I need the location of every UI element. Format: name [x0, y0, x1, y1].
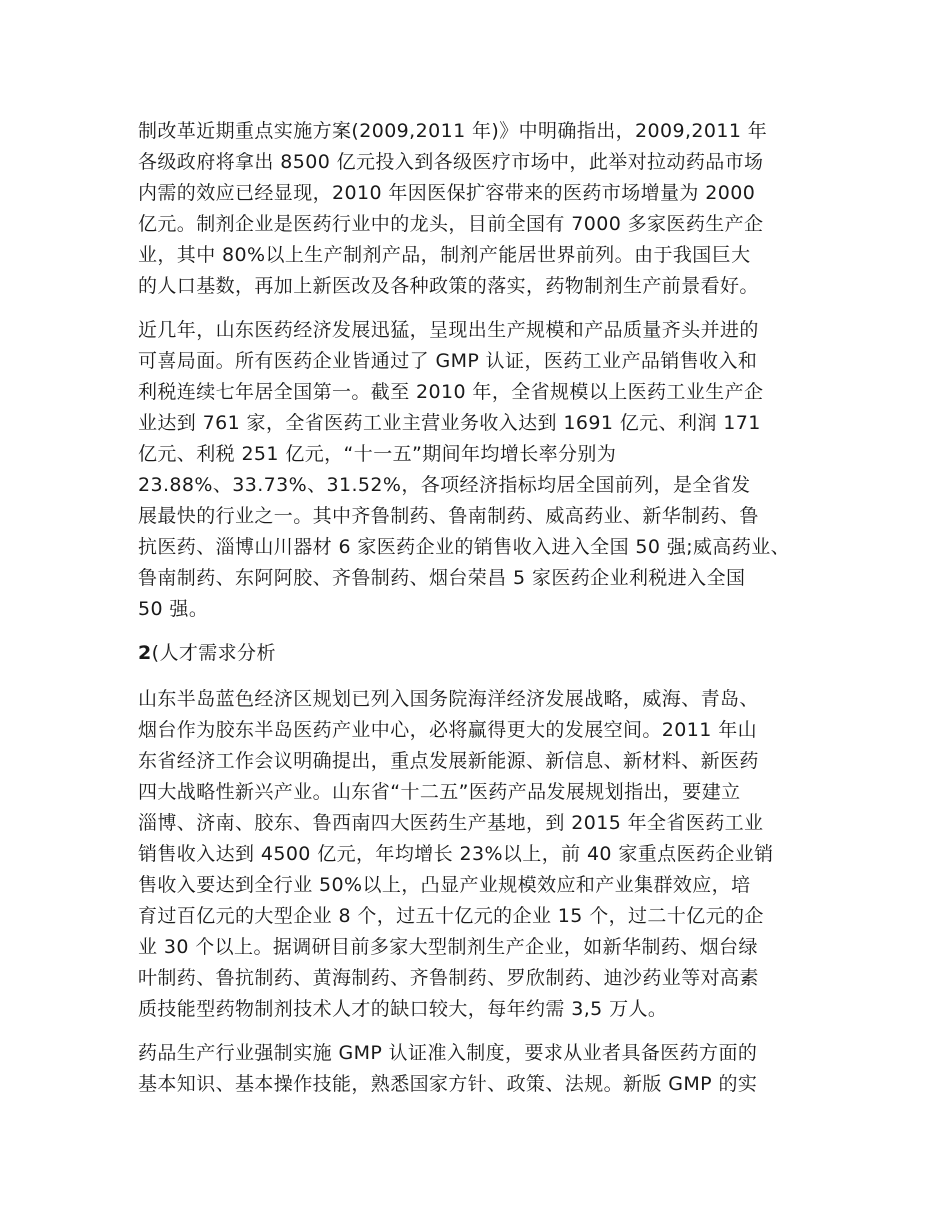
text-line: 23.88%、33.73%、31.52%，各项经济指标均居全国前列，是全省发 — [138, 474, 751, 496]
text-line: 药品生产行业强制实施 GMP 认证准入制度，要求从业者具备医药方面的 — [138, 1042, 758, 1064]
paragraph-gmp-certification — [138, 1038, 828, 1100]
text-line: 鲁南制药、东阿阿胶、齐鲁制药、烟台荣昌 5 家医药企业利税进入全国 — [138, 567, 746, 589]
text-line: 各级政府将拿出 8500 亿元投入到各级医疗市场中，此举对拉动药品市场 — [138, 151, 764, 173]
text-line: 内需的效应已经显现，2010 年因医保扩容带来的医药市场增量为 2000 — [138, 182, 756, 204]
text-line: 展最快的行业之一。其中齐鲁制药、鲁南制药、威高药业、新华制药、鲁 — [138, 505, 759, 527]
section-heading — [138, 638, 828, 669]
text-line: 业达到 761 家，全省医药工业主营业务收入达到 1691 亿元、利润 171 — [138, 412, 761, 434]
text-line: 基本知识、基本操作技能，熟悉国家方针、政策、法规。新版 GMP 的实 — [138, 1073, 758, 1095]
text-line: 利税连续七年居全国第一。截至 2010 年，全省规模以上医药工业生产企 — [138, 381, 764, 403]
text-line: 质技能型药物制剂技术人才的缺口较大，每年约需 3,5 万人。 — [138, 998, 668, 1020]
text-line: 业 30 个以上。据调研目前多家大型制剂生产企业，如新华制药、烟台绿 — [138, 936, 758, 958]
paragraph-shandong-pharma-economy — [138, 315, 828, 625]
text-line: 亿元。制剂企业是医药行业中的龙头，目前全国有 7000 多家医药生产企 — [138, 213, 764, 235]
text-line: 可喜局面。所有医药企业皆通过了 GMP 认证，医药工业产品销售收入和 — [138, 350, 758, 372]
text-line: 售收入要达到全行业 50%以上，凸显产业规模效应和产业集群效应，培 — [138, 874, 751, 896]
text-line: 四大战略性新兴产业。山东省“十二五”医药产品发展规划指出，要建立 — [138, 781, 741, 803]
text-line: 抗医药、淄博山川器材 6 家医药企业的销售收入进入全国 50 强;威高药业、 — [138, 536, 791, 558]
text-line: 叶制药、鲁抗制药、黄海制药、齐鲁制药、罗欣制药、迪沙药业等对高素 — [138, 967, 759, 989]
text-line: 的人口基数，再加上新医改及各种政策的落实，药物制剂生产前景看好。 — [138, 275, 759, 297]
paragraph-talent-demand — [138, 684, 828, 1025]
text-line: 销售收入达到 4500 亿元，年均增长 23%以上，前 40 家重点医药企业销 — [138, 843, 774, 865]
document-body — [138, 116, 828, 1113]
text-line: 制改革近期重点实施方案(2009,2011 年)》中明确指出，2009,2011 年 — [138, 120, 768, 142]
text-line: 山东半岛蓝色经济区规划已列入国务院海洋经济发展战略，威海、青岛、 — [138, 688, 759, 710]
section-number: 2 — [138, 642, 152, 664]
text-line: 亿元、利税 251 亿元，“十一五”期间年均增长率分别为 — [138, 443, 617, 465]
text-line: 育过百亿元的大型企业 8 个，过五十亿元的企业 15 个，过二十亿元的企 — [138, 905, 764, 927]
text-line: 淄博、济南、胶东、鲁西南四大医药生产基地，到 2015 年全省医药工业 — [138, 812, 764, 834]
section-title: (人才需求分析 — [151, 642, 276, 664]
text-line: 烟台作为胶东半岛医药产业中心，必将赢得更大的发展空间。2011 年山 — [138, 719, 757, 741]
text-line: 业，其中 80%以上生产制剂产品，制剂产能居世界前列。由于我国巨大 — [138, 244, 751, 266]
text-line: 近几年，山东医药经济发展迅猛，呈现出生产规模和产品质量齐头并进的 — [138, 319, 759, 341]
text-line: 50 强。 — [138, 598, 209, 620]
text-line: 东省经济工作会议明确提出，重点发展新能源、新信息、新材料、新医药 — [138, 750, 759, 772]
paragraph-healthcare-investment — [138, 116, 828, 302]
